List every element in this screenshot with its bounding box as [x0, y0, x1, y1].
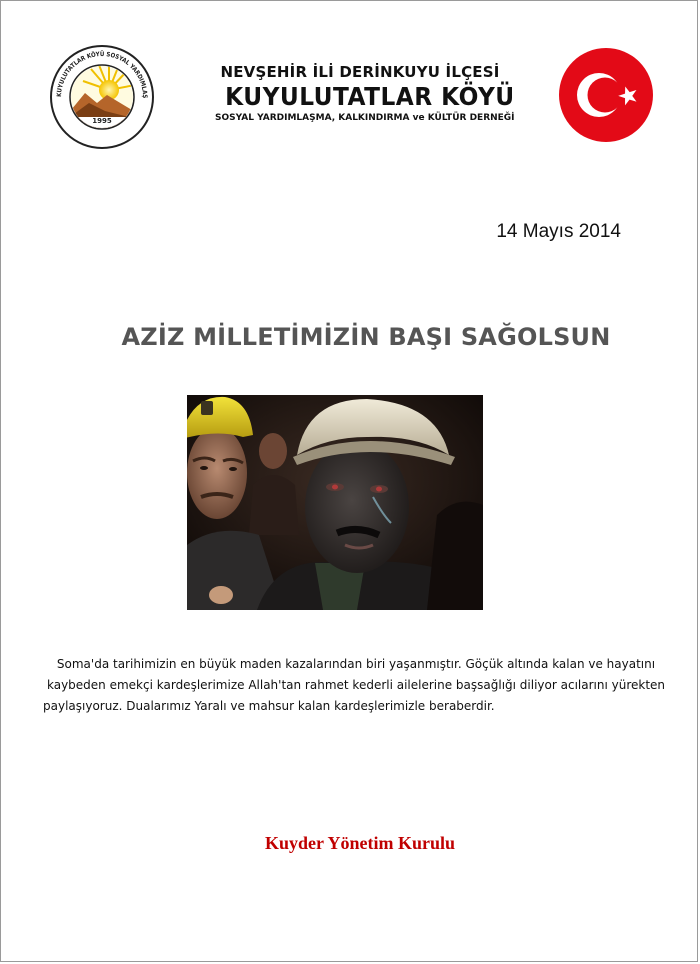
letterhead-village: KUYULUTATLAR KÖYÜ [225, 82, 515, 111]
miners-photo [187, 395, 483, 610]
letterhead-association: SOSYAL YARDIMLAŞMA, KALKINDIRMA ve KÜLTÜR DERNEĞİ [215, 113, 515, 123]
turkish-flag-emblem [556, 45, 656, 145]
logo-arc-text: KUYULUTATLAR KÖYÜ SOSYAL YARDIMLAŞ [55, 50, 149, 99]
letterhead-province: NEVŞEHİR İLİ DERİNKUYU İLÇESİ [220, 63, 500, 81]
message-line: paylaşıyoruz. Dualarımız Yaralı ve mahsur kalan kardeşlerimizle beraberdir. [43, 699, 495, 713]
association-logo [47, 45, 157, 149]
signature-board: Kuyder Yönetim Kurulu [264, 833, 456, 853]
letterhead [215, 63, 515, 123]
message-line: Soma'da tarihimizin en büyük maden kazalarından biri yaşanmıştır. Göçük altında kalan ve hayatını [56, 657, 656, 671]
condolence-headline: AZİZ MİLLETİMİZİN BAŞI SAĞOLSUN [121, 323, 611, 351]
message-line: kaybeden emekçi kardeşlerimize Allah'tan rahmet kederli ailelerine başsağlığı diliyor acılarını yürekten [46, 678, 666, 692]
logo-year: 1995 [92, 117, 112, 125]
condolence-message [41, 654, 671, 717]
document-date: 14 Mayıs 2014 [496, 221, 621, 242]
